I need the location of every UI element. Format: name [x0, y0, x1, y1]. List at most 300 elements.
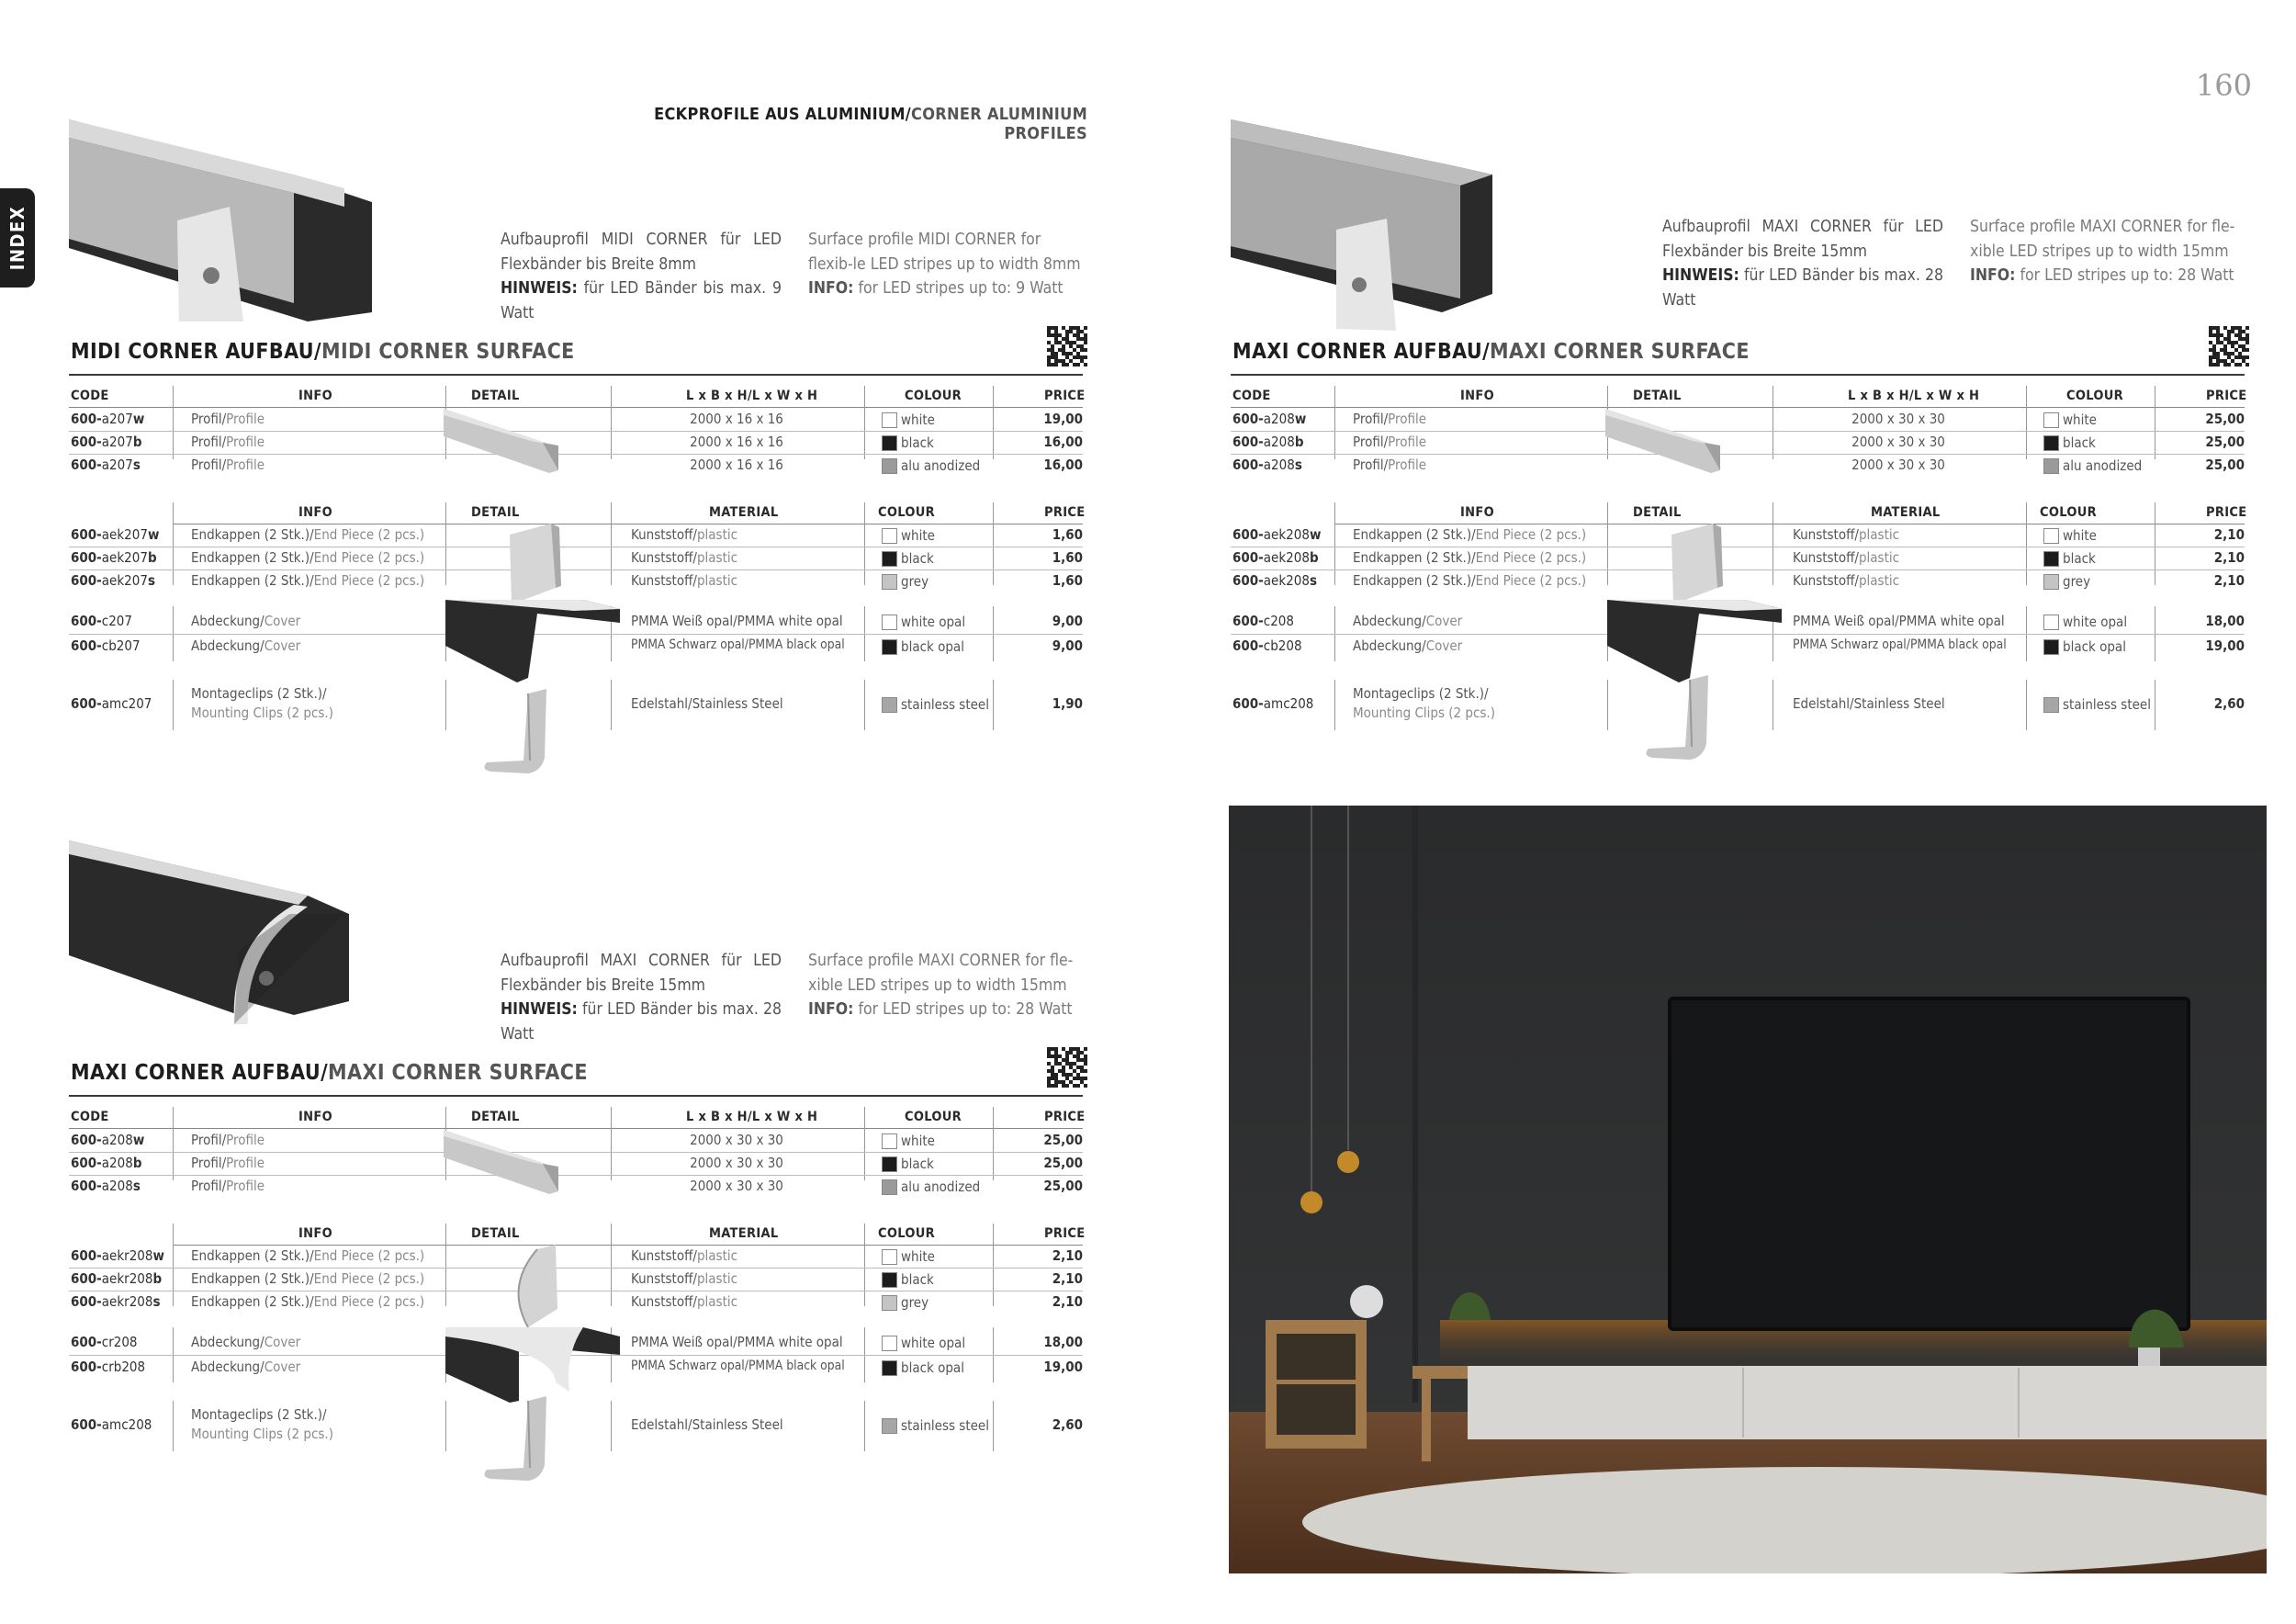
material-en: plastic: [696, 549, 738, 566]
profile-price: 16,00: [1043, 434, 1083, 450]
header-rule: [69, 407, 1083, 408]
cover-colour: [882, 1359, 964, 1376]
info-en: Cover: [264, 1359, 301, 1375]
clips-price: 2,60: [2213, 695, 2245, 712]
info-de: Profil/: [191, 434, 227, 450]
profile-code: [1232, 434, 1303, 450]
endcap-code: [71, 1247, 164, 1264]
cover-code: [1232, 637, 1302, 654]
info-en: End Piece (2 pcs.): [1475, 549, 1587, 566]
colour-name: white opal: [901, 614, 966, 630]
clips-info: [191, 1405, 333, 1444]
colour-name: alu anodized: [901, 457, 981, 474]
column-divider: [611, 1224, 612, 1306]
endcap-colour: [2043, 573, 2090, 590]
cover-detail-image: [445, 600, 620, 686]
material-en: plastic: [696, 572, 738, 589]
profile-dimensions: 2000 x 30 x 30: [690, 1155, 783, 1171]
colour-swatch: [882, 458, 897, 474]
cover-colour: [882, 614, 965, 630]
profile-code: [71, 434, 141, 450]
endcap-material: [1793, 526, 1899, 543]
header-info: INFO: [298, 389, 332, 403]
info-de: Profil/: [1353, 457, 1389, 473]
cover-info: [1353, 613, 1462, 629]
section-maxi-corner-round: [69, 840, 1088, 1548]
code-body: a208: [1263, 457, 1295, 473]
header-colour-2: COLOUR: [878, 505, 935, 520]
profile-info: [191, 434, 264, 450]
code-suffix: s: [132, 457, 141, 473]
column-divider: [1607, 502, 1608, 585]
header-en: CORNER ALUMINIUM PROFILES: [911, 105, 1087, 143]
cover-material: PMMA Schwarz opal/PMMA black opal: [631, 1359, 845, 1373]
colour-name: black: [901, 1156, 934, 1172]
cover-material: PMMA Weiß opal/PMMA white opal: [631, 1334, 843, 1350]
code-body: a208: [101, 1132, 133, 1148]
title-en: MIDI CORNER SURFACE: [321, 340, 575, 364]
endcap-colour: [2043, 550, 2096, 567]
colour-swatch: [882, 1179, 897, 1195]
profile-code: [71, 457, 141, 473]
code-suffix: b: [152, 1270, 163, 1287]
header-de: ECKPROFILE AUS ALUMINIUM/: [654, 105, 912, 124]
code-suffix: s: [132, 1178, 141, 1194]
colour-name: stainless steel: [901, 1417, 989, 1434]
header-colour-2: COLOUR: [2040, 505, 2097, 520]
info-en: Profile: [226, 1178, 265, 1194]
endcap-material: [1793, 572, 1899, 589]
column-divider: [1334, 680, 1335, 730]
header-detail-2: DETAIL: [1633, 505, 1682, 520]
info-text: for LED stripes up to: 28 Watt: [2015, 266, 2234, 285]
endcap-material: [631, 1293, 737, 1310]
profile-info: [191, 1178, 264, 1194]
info-en: End Piece (2 pcs.): [313, 549, 425, 566]
code-prefix: 600-: [1232, 457, 1264, 473]
desc-en-text: Surface profile MIDI CORNER for flexib-le LED stripes up to width 8mm: [808, 231, 1081, 274]
endcap-price: 1,60: [1052, 549, 1083, 566]
profile-detail-image: [1605, 404, 1725, 481]
endcap-price: 2,10: [1052, 1247, 1083, 1264]
profile-code: [71, 1178, 141, 1194]
column-divider: [611, 1401, 612, 1451]
desc-en-maxi-right: [1970, 215, 2245, 288]
header-colour: COLOUR: [2066, 389, 2123, 403]
clips-material: Edelstahl/Stainless Steel: [631, 1416, 783, 1433]
column-divider: [1334, 502, 1335, 585]
colour-swatch: [2043, 458, 2059, 474]
info-en: Profile: [1388, 434, 1427, 450]
profile-price: 25,00: [2205, 411, 2245, 427]
info-de: Abdeckung/: [191, 1359, 264, 1375]
header-info-2: INFO: [298, 505, 332, 520]
hinweis-label: HINWEIS:: [501, 279, 578, 298]
code-suffix: w: [1309, 526, 1322, 543]
clips-colour: [882, 696, 989, 713]
info-de: Profil/: [191, 1155, 227, 1171]
column-divider: [445, 1224, 446, 1306]
info-de: Profil/: [191, 411, 227, 427]
header-material: MATERIAL: [709, 505, 779, 520]
code-suffix: w: [147, 526, 160, 543]
code-body: a207: [101, 457, 133, 473]
column-divider: [2026, 502, 2027, 585]
info-de: Profil/: [191, 1178, 227, 1194]
cover-detail-image: [1607, 600, 1782, 686]
info-en: End Piece (2 pcs.): [313, 1293, 425, 1310]
title-en: MAXI CORNER SURFACE: [328, 1061, 588, 1085]
profile-info: [1353, 457, 1426, 473]
profile-image-maxi-right: [1231, 119, 1506, 334]
interior-photo: [1229, 806, 2267, 1573]
colour-swatch: [882, 697, 897, 713]
code-prefix: 600-: [71, 1132, 102, 1148]
colour-name: white: [901, 1248, 935, 1265]
colour-name: white: [901, 1133, 935, 1149]
clips-material: Edelstahl/Stainless Steel: [1793, 695, 1945, 712]
desc-de-text: Aufbauprofil MAXI CORNER für LED Flexbänder bis Breite 15mm: [501, 952, 782, 995]
code-prefix: 600-: [1232, 434, 1264, 450]
code-prefix: 600-: [71, 434, 102, 450]
colour-name: stainless steel: [901, 696, 989, 713]
colour-swatch: [2043, 615, 2059, 630]
column-divider: [611, 680, 612, 730]
endcap-detail-image: [501, 524, 583, 610]
title-underline: [69, 1095, 1083, 1097]
cover-code: [71, 637, 141, 654]
clips-info: [191, 684, 333, 723]
colour-swatch: [2043, 697, 2059, 713]
header-info-2: INFO: [298, 1226, 332, 1241]
profile-price: 25,00: [2205, 434, 2245, 450]
hinweis-text: für LED Bänder bis max. 28 Watt: [1662, 266, 1943, 310]
info-de: Endkappen (2 Stk.)/: [1353, 526, 1476, 543]
material-de: Kunststoff/: [1793, 526, 1859, 543]
code-body: amc207: [101, 695, 152, 712]
endcap-colour: [882, 1271, 934, 1288]
endcap-colour: [882, 550, 934, 567]
info-de: Abdeckung/: [191, 1334, 264, 1350]
colour-name: white: [2063, 527, 2097, 544]
profile-dimensions: 2000 x 30 x 30: [690, 1178, 783, 1194]
profile-info: [191, 1155, 264, 1171]
colour-swatch: [2043, 528, 2059, 544]
code-body: a208: [1263, 411, 1295, 427]
profile-code: [1232, 457, 1302, 473]
endcap-material: [631, 572, 737, 589]
endcap-material: [631, 526, 737, 543]
section-title-midi: [71, 340, 575, 364]
profile-info: [191, 1132, 264, 1148]
colour-swatch: [2043, 435, 2059, 451]
title-underline: [69, 374, 1083, 376]
profile-dimensions: 2000 x 16 x 16: [690, 411, 783, 427]
endcap-price: 1,60: [1052, 572, 1083, 589]
column-divider: [864, 1107, 865, 1180]
code-body: amc208: [101, 1416, 152, 1433]
endcap-code: [71, 1270, 162, 1287]
qr-code-icon[interactable]: [1047, 1047, 1087, 1088]
clips-detail-image: [473, 689, 574, 794]
code-body: a208: [1263, 434, 1295, 450]
code-body: c208: [1263, 613, 1294, 629]
column-divider: [611, 502, 612, 585]
cover-price: 18,00: [2205, 613, 2245, 629]
endcap-info: [191, 1270, 424, 1287]
code-body: aek207: [101, 572, 148, 589]
row-rule: [69, 454, 1083, 455]
profile-dimensions: 2000 x 30 x 30: [1851, 457, 1945, 473]
profile-colour: [882, 1179, 980, 1195]
colour-swatch: [882, 1272, 897, 1288]
code-prefix: 600-: [71, 637, 102, 654]
code-suffix: w: [1294, 411, 1307, 427]
header-code: CODE: [71, 389, 109, 403]
code-body: amc208: [1263, 695, 1314, 712]
colour-swatch: [882, 1360, 897, 1376]
cover-info: [191, 613, 300, 629]
column-divider: [445, 1401, 446, 1451]
column-divider: [864, 680, 865, 730]
living-room-image: [1229, 806, 2267, 1573]
endcap-info: [1353, 549, 1586, 566]
header-detail: DETAIL: [1633, 389, 1682, 403]
header-detail-2: DETAIL: [471, 1226, 520, 1241]
clips-info: [1353, 684, 1495, 723]
cover-material: PMMA Schwarz opal/PMMA black opal: [1793, 637, 2007, 652]
row-rule: [1231, 454, 2245, 455]
info-de: Montageclips (2 Stk.)/: [1353, 685, 1489, 702]
section-maxi-corner-right: [1231, 119, 2250, 827]
desc-de-maxi-right: [1662, 215, 1943, 312]
cover-material: PMMA Schwarz opal/PMMA black opal: [631, 637, 845, 652]
section-title-maxi-round: [71, 1061, 588, 1085]
column-divider: [1607, 680, 1608, 730]
endcap-code: [1232, 549, 1319, 566]
header-info: INFO: [1460, 389, 1494, 403]
profile-code: [71, 1132, 144, 1148]
info-de: Abdeckung/: [191, 637, 264, 654]
endcap-material: [631, 549, 737, 566]
code-body: aek208: [1263, 526, 1310, 543]
code-body: cr208: [101, 1334, 138, 1350]
code-prefix: 600-: [1232, 549, 1264, 566]
header-material: MATERIAL: [1871, 505, 1941, 520]
qr-code-icon[interactable]: [1047, 326, 1087, 367]
desc-de-maxi-round: [501, 949, 782, 1046]
material-en: plastic: [696, 1293, 738, 1310]
endcap-price: 2,10: [2213, 526, 2245, 543]
desc-en-text: Surface profile MAXI CORNER for fle-xible LED stripes up to width 15mm: [1970, 218, 2235, 261]
profile-detail-image: [444, 404, 563, 481]
code-suffix: b: [132, 1155, 142, 1171]
code-body: cb208: [1263, 637, 1302, 654]
info-en: End Piece (2 pcs.): [313, 1270, 425, 1287]
column-divider: [611, 1107, 612, 1180]
qr-code-icon[interactable]: [2209, 326, 2249, 367]
header-price: PRICE: [2206, 389, 2247, 403]
info-de: Montageclips (2 Stk.)/: [191, 685, 327, 702]
info-en: Profile: [226, 1155, 265, 1171]
info-de: Endkappen (2 Stk.)/: [1353, 572, 1476, 589]
endcap-material: [1793, 549, 1899, 566]
column-divider: [611, 386, 612, 459]
code-prefix: 600-: [71, 457, 102, 473]
colour-swatch: [882, 435, 897, 451]
row-rule: [69, 431, 1083, 432]
colour-swatch: [882, 574, 897, 590]
index-tab-label: INDEX: [6, 205, 28, 271]
header-detail-2: DETAIL: [471, 505, 520, 520]
cover-price: 19,00: [1043, 1359, 1083, 1375]
info-en: Cover: [264, 637, 301, 654]
code-suffix: s: [1294, 457, 1302, 473]
info-en: Mounting Clips (2 pcs.): [1353, 705, 1495, 721]
info-de: Endkappen (2 Stk.)/: [191, 549, 314, 566]
row-rule: [69, 1175, 1083, 1176]
cover-info: [191, 637, 300, 654]
code-suffix: b: [147, 549, 157, 566]
index-tab[interactable]: [0, 188, 35, 288]
column-divider: [864, 502, 865, 585]
clips-colour: [2043, 696, 2151, 713]
desc-de-text: Aufbauprofil MAXI CORNER für LED Flexbänder bis Breite 15mm: [1662, 218, 1943, 261]
info-en: Profile: [226, 434, 265, 450]
info-label: INFO:: [1970, 266, 2016, 285]
endcap-material: [631, 1247, 737, 1264]
colour-swatch: [882, 615, 897, 630]
profile-dimensions: 2000 x 30 x 30: [1851, 434, 1945, 450]
info-en: Mounting Clips (2 pcs.): [191, 705, 333, 721]
header-colour: COLOUR: [905, 389, 962, 403]
column-divider: [2026, 386, 2027, 459]
material-en: plastic: [1858, 549, 1900, 566]
info-text: for LED stripes up to: 28 Watt: [853, 1000, 1073, 1019]
material-en: plastic: [1858, 526, 1900, 543]
code-prefix: 600-: [71, 549, 102, 566]
colour-swatch: [882, 1133, 897, 1149]
profile-price: 25,00: [1043, 1132, 1083, 1148]
profile-info: [191, 457, 264, 473]
page-number: 160: [2195, 68, 2252, 103]
profile-info: [191, 411, 264, 427]
code-prefix: 600-: [71, 695, 102, 712]
material-de: Kunststoff/: [631, 526, 697, 543]
desc-de-text: Aufbauprofil MIDI CORNER für LED Flexbänder bis Breite 8mm: [501, 231, 782, 274]
code-suffix: w: [132, 411, 145, 427]
profile-dimensions: 2000 x 30 x 30: [1851, 411, 1945, 427]
column-divider: [173, 1401, 174, 1451]
code-body: aekr208: [101, 1293, 153, 1310]
info-de: Profil/: [191, 457, 227, 473]
cover-price: 18,00: [1043, 1334, 1083, 1350]
endcap-price: 2,10: [2213, 549, 2245, 566]
info-en: End Piece (2 pcs.): [313, 572, 425, 589]
profile-image-midi: [69, 119, 372, 325]
colour-swatch: [882, 1156, 897, 1172]
code-body: a207: [101, 411, 133, 427]
cover-colour: [2043, 638, 2126, 655]
header-info-2: INFO: [1460, 505, 1494, 520]
material-en: plastic: [1858, 572, 1900, 589]
profile-dimensions: 2000 x 16 x 16: [690, 457, 783, 473]
cover-material: PMMA Weiß opal/PMMA white opal: [1793, 613, 2005, 629]
header-colour: COLOUR: [905, 1110, 962, 1124]
header-info: INFO: [298, 1110, 332, 1124]
endcap-code: [71, 549, 157, 566]
info-text: for LED stripes up to: 9 Watt: [853, 279, 1064, 298]
profile-colour: [882, 1133, 935, 1149]
colour-name: black opal: [901, 638, 964, 655]
clips-price: 2,60: [1052, 1416, 1083, 1433]
title-de: MIDI CORNER AUFBAU/: [71, 340, 321, 364]
colour-name: alu anodized: [2063, 457, 2143, 474]
code-prefix: 600-: [71, 1416, 102, 1433]
info-en: Cover: [1425, 613, 1463, 629]
endcap-colour: [2043, 527, 2097, 544]
code-body: aek208: [1263, 572, 1310, 589]
cover-price: 9,00: [1052, 613, 1083, 629]
colour-swatch: [882, 1336, 897, 1351]
code-suffix: b: [132, 434, 142, 450]
code-body: c207: [101, 613, 132, 629]
cover-code: [71, 1334, 138, 1350]
colour-name: alu anodized: [901, 1179, 981, 1195]
material-de: Kunststoff/: [631, 1247, 697, 1264]
column-divider: [173, 1224, 174, 1306]
colour-name: black: [901, 434, 934, 451]
endcap-info: [191, 549, 424, 566]
colour-name: grey: [901, 1294, 929, 1311]
profile-colour: [2043, 457, 2142, 474]
code-body: aek207: [101, 526, 148, 543]
colour-swatch: [882, 412, 897, 428]
info-label: INFO:: [808, 279, 854, 298]
clips-colour: [882, 1417, 989, 1434]
code-prefix: 600-: [71, 613, 102, 629]
endcap-price: 2,10: [2213, 572, 2245, 589]
code-prefix: 600-: [71, 1293, 102, 1310]
profile-code: [1232, 411, 1306, 427]
cover-code: [71, 1359, 145, 1375]
cover-colour: [882, 638, 964, 655]
clips-detail-image: [1635, 675, 1736, 780]
profile-price: 25,00: [2205, 457, 2245, 473]
info-de: Endkappen (2 Stk.)/: [191, 1293, 314, 1310]
endcap-colour: [882, 573, 929, 590]
profile-colour: [882, 1156, 934, 1172]
profile-colour: [882, 457, 980, 474]
endcap-info: [191, 1293, 424, 1310]
cover-material: PMMA Weiß opal/PMMA white opal: [631, 613, 843, 629]
code-prefix: 600-: [71, 1334, 102, 1350]
header-price-2: PRICE: [2206, 505, 2247, 520]
header-price: PRICE: [1044, 1110, 1086, 1124]
title-de: MAXI CORNER AUFBAU/: [71, 1061, 329, 1085]
endcap-info: [1353, 526, 1586, 543]
row-rule: [69, 1152, 1083, 1153]
header-detail: DETAIL: [471, 1110, 520, 1124]
code-body: aek207: [101, 549, 148, 566]
colour-name: black: [901, 550, 934, 567]
code-body: cb207: [101, 637, 141, 654]
profile-dimensions: 2000 x 16 x 16: [690, 434, 783, 450]
colour-name: black: [2063, 550, 2096, 567]
colour-name: white: [901, 412, 935, 428]
info-de: Profil/: [1353, 434, 1389, 450]
clips-code: [1232, 695, 1313, 712]
